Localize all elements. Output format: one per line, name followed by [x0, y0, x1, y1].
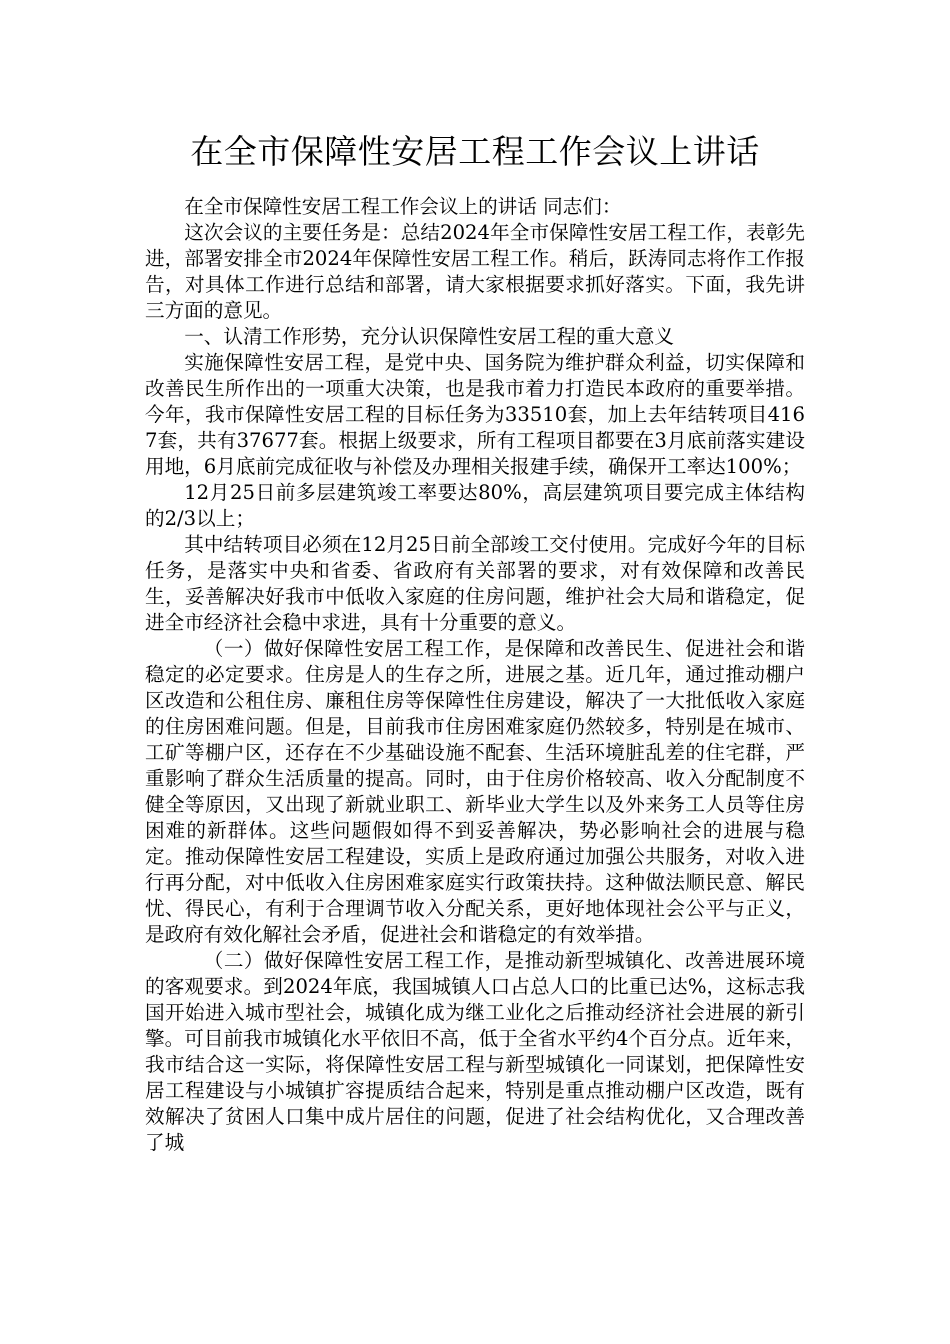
paragraph-salutation: 在全市保障性安居工程工作会议上的讲话 同志们：: [184, 195, 622, 218]
document-page: [145, 130, 805, 1156]
paragraph-targets: 实施保障性安居工程，是党中央、国务院为维护群众利益，切实保障和改善民生所作出的一项重大决策，也是我市着力打造民本政府的重要举措。今年，我市保障性安居工程的目标任务为33510套，加上去年结转项目4167套，共有37677套。根据上级要求，所有工程项目都要在3月底前落实建设用地，6月底前完成征收与补偿及办理相关报建手续，确保开工率达100%；: [145, 351, 805, 478]
document-title: 在全市保障性安居工程工作会议上讲话: [190, 132, 760, 171]
paragraph-completion-rate: 12月25日前多层建筑竣工率要达80%，高层建筑项目要完成主体结构的2/3以上；: [145, 481, 805, 530]
paragraph-significance: 其中结转项目必须在12月25日前全部竣工交付使用。完成好今年的目标任务，是落实中央和省委、省政府有关部署的要求，对有效保障和改善民生，妥善解决好我市中低收入家庭的住房问题，维护社会大局和谐稳定，促进全市经济社会稳中求进，具有十分重要的意义。: [145, 533, 805, 634]
document-body: [145, 194, 805, 1156]
subsection-2: （二）做好保障性安居工程工作，是推动新型城镇化、改善进展环境的客观要求。到2024年底，我国城镇人口占总人口的比重已达%，这标志我国开始进入城市型社会，城镇化成为继工业化之后推动经济社会进展的新引擎。可目前我市城镇化水平依旧不高，低于全省水平约4个百分点。近年来，我市结合这一实际，将保障性安居工程与新型城镇化一同谋划，把保障性安居工程建设与小城镇扩容提质结合起来，特别是重点推动棚户区改造，既有效解决了贫困人口集中成片居住的问题，促进了社会结构优化，又合理改善了城: [145, 949, 805, 1154]
subsection-1: （一）做好保障性安居工程工作，是保障和改善民生、促进社会和谐稳定的必定要求。住房是人的生存之所，进展之基。近几年，通过推动棚户区改造和公租住房、廉租住房等保障性住房建设，解决了一大批低收入家庭的住房困难问题。但是，目前我市住房困难家庭仍然较多，特别是在城市、工矿等棚户区，还存在不少基础设施不配套、生活环境脏乱差的住宅群，严重影响了群众生活质量的提高。同时，由于住房价格较高、收入分配制度不健全等原因，又出现了新就业职工、新毕业大学生以及外来务工人员等住房困难的新群体。这些问题假如得不到妥善解决，势必影响社会的进展与稳定。推动保障性安居工程建设，实质上是政府通过加强公共服务，对收入进行再分配，对中低收入住房困难家庭实行政策扶持。这种做法顺民意、解民忧、得民心，有利于合理调节收入分配关系，更好地体现社会公平与正义，是政府有效化解社会矛盾，促进社会和谐稳定的有效举措。: [145, 637, 805, 946]
section-heading-1: 一、认清工作形势，充分认识保障性安居工程的重大意义: [184, 325, 675, 348]
paragraph-intro: 这次会议的主要任务是：总结2024年全市保障性安居工程工作，表彰先进，部署安排全市2024年保障性安居工程工作。稍后，跃涛同志将作工作报告，对具体工作进行总结和部署，请大家根据要求抓好落实。下面，我先讲三方面的意见。: [145, 221, 805, 322]
